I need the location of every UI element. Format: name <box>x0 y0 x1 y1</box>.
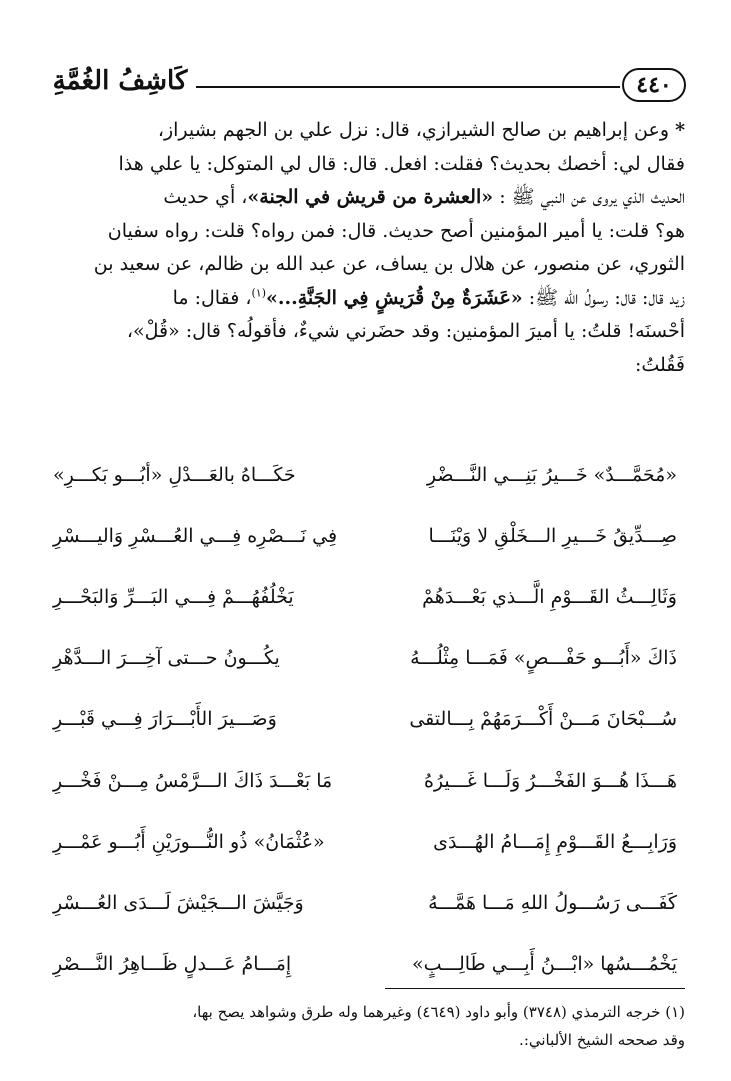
footnote-line-2: وقد صححه الشيخ الألباني:. <box>519 1031 685 1049</box>
verse-first-half: وَرَابِـــعُ القَـــوْمِ إِمَـــامُ الهُـــدَى <box>433 830 677 853</box>
verse-second-half: يكُـــونُ حـــتى آخِـــرَ الـــدَّهْرِ <box>53 647 280 670</box>
poem-verse <box>45 811 685 872</box>
verse-second-half: إِمَـــامُ عَـــدلٍ ظَـــاهِرُ النَّـــصْرِ <box>53 953 292 976</box>
poem-verse <box>45 750 685 811</box>
star-marker: * <box>675 119 685 141</box>
verse-first-half: صِـــدِّيقُ خَـــيرِ الـــخَلْقِ لا وَيْنَـــا <box>428 524 677 547</box>
body-line-6: زيد قال: قال: رسولُ الله ﷺ: «عَشَرَةٌ مِنْ قُرَيشٍ فِي الجَنَّةِ...»$^{(١)}$، فقال: ما <box>172 286 685 309</box>
poem <box>45 444 685 995</box>
verse-first-half: كَفَـــى رَسُـــولُ اللهِ مَـــا هَمَّـــهُ <box>428 891 677 914</box>
footnote-separator <box>385 988 685 989</box>
footnote-line-1: (١) خرجه الترمذي (٣٧٤٨) وأبو داود (٤٦٤٩) وغيرهما وله طرق وشواهد يصح بها، <box>192 1003 685 1021</box>
verse-second-half: فِي نَـــصْرِه فِـــي العُـــسْرِ وَاليـــسْرِ <box>53 524 338 547</box>
page-number: ٤٤٠ <box>636 72 672 98</box>
verse-second-half: «عُثْمَانُ» ذُو النُّـــورَيْنِ أَبُـــو عَمْـــرِ <box>53 830 325 853</box>
footnote-ref: (١) <box>251 286 266 300</box>
verse-second-half: وَصَـــيرَ الأَبْـــرَارَ فِـــي قَبْـــرِ <box>53 708 277 731</box>
poem-verse <box>45 628 685 689</box>
poem-verse <box>45 566 685 627</box>
body-line-1: * وعن إبراهيم بن صالح الشيرازي، قال: نزل علي بن الجهم بشيراز، <box>157 119 685 141</box>
footnote <box>45 998 685 1054</box>
verse-first-half: وَثَالِـــثُ القَـــوْمِ الَّـــذي بَعْـــدَهُمْ <box>422 585 677 608</box>
header-rule <box>196 86 620 88</box>
page-number-badge <box>622 68 686 102</box>
verse-second-half: مَا بَعْـــدَ ذَاكَ الـــرَّمْسُ مِـــنْ فَخْـــرِ <box>53 769 333 792</box>
poem-verse <box>45 689 685 750</box>
poem-verse <box>45 872 685 933</box>
body-line-7: أحْسنَه! قلتُ: يا أميرَ المؤمنين: وقد حضَرني شيءٌ، فأقولُه؟ قال: «قُلْ»، <box>126 320 685 342</box>
body-line-3: الحديث الذي يروى عن النبي ﷺ : «العشرة من قريش في الجنة»، أي حديث <box>163 186 685 208</box>
verse-first-half: سُـــبْحَانَ مَـــنْ أَكْـــرَمَهُمْ بِـــالتقى <box>409 708 677 731</box>
verse-second-half: وَجَيَّشَ الـــجَيْشَ لَـــدَى العُـــسْرِ <box>53 891 304 914</box>
poem-verse <box>45 934 685 995</box>
body-line-4: هو؟ قلت: يا أمير المؤمنين أصح حديث. قال: فمن رواه؟ قلت: رواه سفيان <box>107 219 685 242</box>
verse-first-half: يَخْمُـــسُها «ابْـــنُ أَبِـــي طَالِـــبٍ» <box>412 953 677 976</box>
body-paragraph <box>45 114 685 382</box>
verse-first-half: ذَاكَ «أَبُـــو حَفْـــصٍ» فَمَـــا مِثْلُـــهُ <box>410 647 677 670</box>
poem-verse <box>45 444 685 505</box>
page-header <box>46 66 686 110</box>
verse-second-half: حَكَـــاهُ بالعَـــدْلِ «أبُـــو بَكـــرِ» <box>53 463 296 486</box>
running-title: كَاشِفُ الغُمَّةِ <box>52 66 188 96</box>
hadith-quote: «العشرة من قريش في الجنة» <box>247 186 494 208</box>
verse-second-half: يَخْلُفُهُـــمْ فِـــي البَـــرِّ وَالبَحْـــرِ <box>53 585 294 608</box>
body-line-8: فَقُلتُ: <box>634 353 685 376</box>
body-line-2: فقال لي: أخصك بحديث؟ فقلت: افعل. قال: قال لي المتوكل: يا علي هذا <box>118 152 685 175</box>
verse-first-half: «مُحَمَّـــدٌ» خَـــيرُ بَنِـــي النَّـــضْرِ <box>426 463 677 486</box>
hadith-quote-2: «عَشَرَةٌ مِنْ قُرَيشٍ فِي الجَنَّةِ...» <box>265 286 523 309</box>
verse-first-half: هَـــذَا هُـــوَ الفَخْـــرُ وَلَـــا غَـــيرُهُ <box>423 769 677 792</box>
poem-verse <box>45 505 685 566</box>
body-line-5: الثوري، عن منصور، عن هلال بن يساف، عن عبد الله بن ظالم، عن سعيد بن <box>93 253 685 275</box>
